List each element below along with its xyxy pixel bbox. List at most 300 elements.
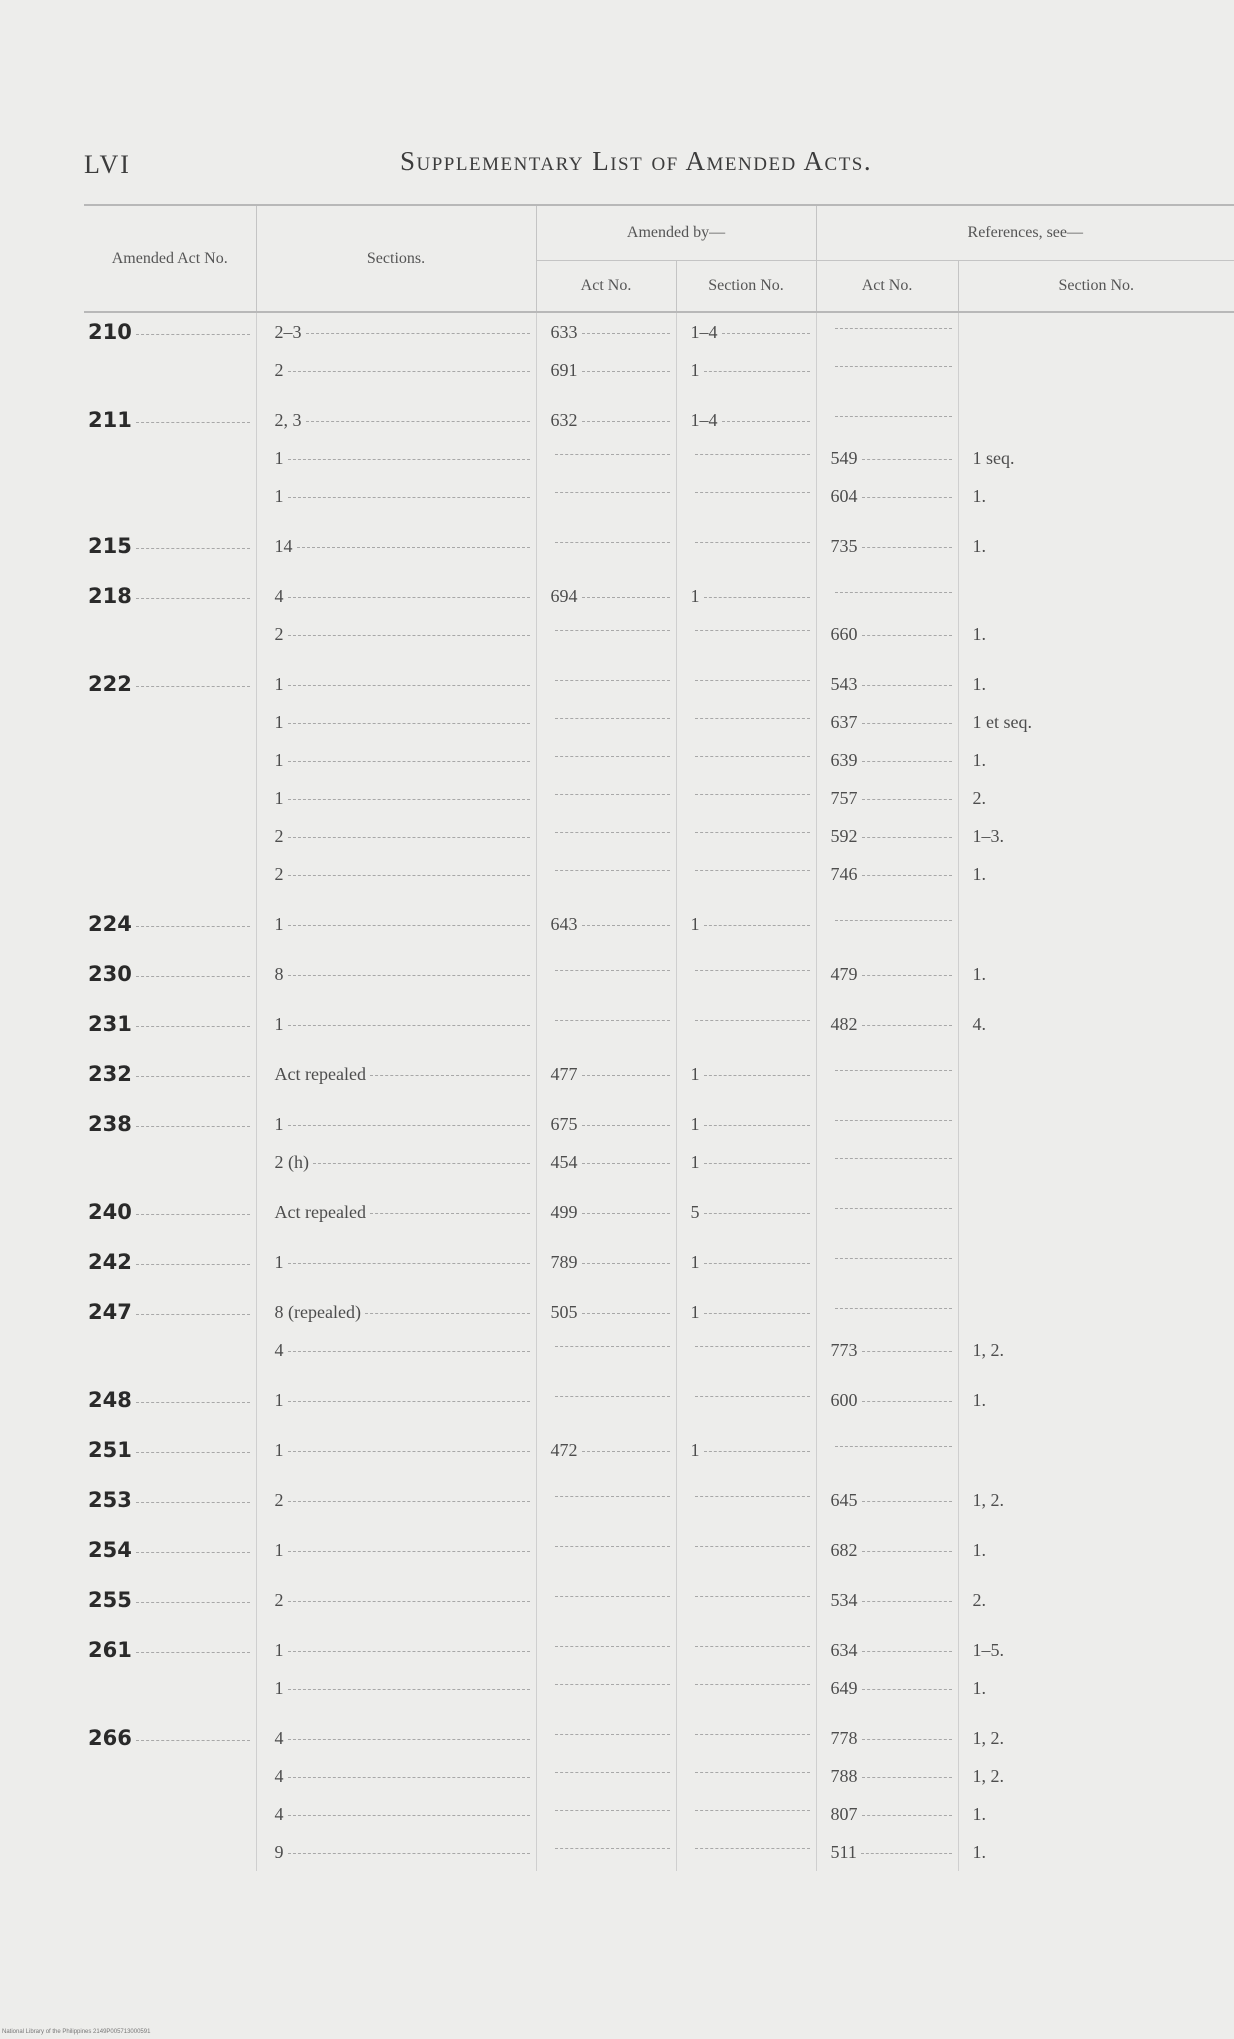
reference-act-no [816, 312, 958, 351]
amended-by-section-no-text: 1–4 [690, 409, 718, 430]
header-amended-by: Amended by— [536, 205, 816, 261]
sections-cell [256, 1833, 536, 1871]
amended-act-number-text: 255 [88, 1588, 132, 1612]
amended-act-number [84, 1231, 256, 1281]
amended-by-section-no [676, 351, 816, 389]
dot-leader [288, 1777, 530, 1778]
dot-leader [704, 1213, 810, 1214]
sections-cell-text: 9 [274, 1841, 284, 1862]
reference-act-no-text: 778 [830, 1727, 858, 1748]
dot-leader [862, 761, 952, 762]
dot-leader [582, 1313, 670, 1314]
table-row [84, 351, 1234, 389]
dot-leader [288, 371, 530, 372]
amended-by-act-no [536, 855, 676, 893]
dot-leader [695, 1346, 810, 1347]
amended-act-number [84, 1619, 256, 1669]
dot-leader [555, 1396, 670, 1397]
dot-leader [704, 1075, 810, 1076]
dot-leader [695, 1646, 810, 1647]
dot-leader [695, 756, 810, 757]
sections-cell-text: 8 [274, 963, 284, 984]
reference-section-no [958, 1757, 1234, 1795]
dot-leader [835, 1208, 952, 1209]
dot-leader [695, 1810, 810, 1811]
dot-leader [695, 492, 810, 493]
table-row [84, 1331, 1234, 1369]
dot-leader [695, 1684, 810, 1685]
dot-leader [136, 1214, 250, 1215]
amended-by-act-no-text: 643 [550, 913, 578, 934]
table-row [84, 1419, 1234, 1469]
reference-section-no-text: 1. [972, 1803, 987, 1824]
reference-section-no [958, 943, 1234, 993]
dot-leader [582, 1263, 670, 1264]
dot-leader [288, 875, 530, 876]
dot-leader [862, 685, 952, 686]
amended-by-section-no-text: 1 [690, 1113, 700, 1134]
reference-section-no [958, 817, 1234, 855]
dot-leader [862, 1551, 952, 1552]
dot-leader [306, 333, 530, 334]
amended-by-act-no [536, 1619, 676, 1669]
amended-act-number [84, 565, 256, 615]
reference-act-no-text: 645 [830, 1489, 858, 1510]
dot-leader [288, 1263, 530, 1264]
amended-by-act-no [536, 439, 676, 477]
header-reference-act-no: Act No. [816, 261, 958, 313]
reference-section-no [958, 1569, 1234, 1619]
sections-cell [256, 1669, 536, 1707]
amended-act-number [84, 1331, 256, 1369]
dot-leader [555, 1496, 670, 1497]
dot-leader [695, 794, 810, 795]
reference-act-no [816, 439, 958, 477]
reference-section-no [958, 515, 1234, 565]
dot-leader [288, 761, 530, 762]
sections-cell-text: 1 [274, 1389, 284, 1410]
sections-cell-text: 1 [274, 1539, 284, 1560]
dot-leader [582, 1075, 670, 1076]
dot-leader [555, 630, 670, 631]
amended-act-number [84, 893, 256, 943]
reference-section-no-text: 1. [972, 1841, 987, 1862]
amended-act-number-text: 215 [88, 534, 132, 558]
reference-act-no [816, 1757, 958, 1795]
amended-by-act-no [536, 943, 676, 993]
amended-act-number-text: 240 [88, 1200, 132, 1224]
sections-cell-text: 2 [274, 1489, 284, 1510]
dot-leader [136, 1076, 250, 1077]
table-row [84, 1469, 1234, 1519]
reference-section-no [958, 1043, 1234, 1093]
dot-leader [835, 1258, 952, 1259]
reference-act-no [816, 351, 958, 389]
dot-leader [862, 1689, 952, 1690]
dot-leader [835, 1158, 952, 1159]
dot-leader [555, 454, 670, 455]
dot-leader [835, 366, 952, 367]
amended-by-section-no [676, 1369, 816, 1419]
sections-cell [256, 312, 536, 351]
amended-act-number [84, 1469, 256, 1519]
amended-act-number-text: 211 [88, 408, 132, 432]
dot-leader [136, 1026, 250, 1027]
reference-act-no-text: 482 [830, 1013, 858, 1034]
reference-section-no-text: 1. [972, 673, 987, 694]
dot-leader [555, 870, 670, 871]
amended-act-number-text: 247 [88, 1300, 132, 1324]
dot-leader [695, 454, 810, 455]
reference-act-no [816, 703, 958, 741]
dot-leader [862, 459, 952, 460]
reference-section-no [958, 615, 1234, 653]
sections-cell-text: 14 [274, 535, 293, 556]
amended-by-section-no [676, 1569, 816, 1619]
amended-by-act-no [536, 1181, 676, 1231]
reference-act-no [816, 1619, 958, 1669]
reference-section-no [958, 653, 1234, 703]
amended-by-section-no [676, 1795, 816, 1833]
amended-act-number [84, 1181, 256, 1231]
dot-leader [695, 1734, 810, 1735]
amended-act-number [84, 312, 256, 351]
dot-leader [136, 334, 250, 335]
amended-by-section-no [676, 741, 816, 779]
dot-leader [862, 497, 952, 498]
dot-leader [695, 718, 810, 719]
amended-by-section-no [676, 1143, 816, 1181]
sections-cell [256, 741, 536, 779]
dot-leader [555, 1546, 670, 1547]
table-row [84, 477, 1234, 515]
dot-leader [288, 1689, 530, 1690]
dot-leader [582, 371, 670, 372]
header-sections: Sections. [256, 205, 536, 312]
reference-act-no [816, 1093, 958, 1143]
reference-act-no [816, 1707, 958, 1757]
reference-section-no [958, 1619, 1234, 1669]
reference-act-no [816, 817, 958, 855]
amended-by-section-no [676, 1181, 816, 1231]
reference-section-no-text: 1. [972, 863, 987, 884]
sections-cell [256, 1369, 536, 1419]
dot-leader [136, 1502, 250, 1503]
sections-cell [256, 855, 536, 893]
sections-cell-text: 1 [274, 1439, 284, 1460]
sections-cell-text: Act repealed [274, 1063, 366, 1084]
amended-act-number-text: 231 [88, 1012, 132, 1036]
reference-section-no [958, 1419, 1234, 1469]
reference-section-no [958, 1795, 1234, 1833]
dot-leader [582, 1163, 670, 1164]
header-reference-section-no: Section No. [958, 261, 1234, 313]
dot-leader [370, 1213, 530, 1214]
amended-by-section-no [676, 312, 816, 351]
reference-act-no [816, 1569, 958, 1619]
reference-act-no-text: 746 [830, 863, 858, 884]
amended-by-act-no [536, 1231, 676, 1281]
dot-leader [582, 597, 670, 598]
reference-act-no [816, 1231, 958, 1281]
amended-by-act-no [536, 703, 676, 741]
dot-leader [862, 1501, 952, 1502]
dot-leader [695, 970, 810, 971]
amended-by-act-no [536, 817, 676, 855]
dot-leader [555, 542, 670, 543]
amended-by-section-no [676, 1093, 816, 1143]
amended-by-act-no [536, 779, 676, 817]
amended-by-act-no [536, 653, 676, 703]
dot-leader [136, 1552, 250, 1553]
dot-leader [288, 1815, 530, 1816]
dot-leader [862, 837, 952, 838]
sections-cell [256, 515, 536, 565]
dot-leader [288, 459, 530, 460]
dot-leader [288, 1739, 530, 1740]
sections-cell [256, 389, 536, 439]
sections-cell-text: 2 (h) [274, 1151, 309, 1172]
dot-leader [704, 597, 810, 598]
amended-by-section-no [676, 515, 816, 565]
reference-section-no [958, 1281, 1234, 1331]
sections-cell [256, 1619, 536, 1669]
amended-by-act-no [536, 515, 676, 565]
dot-leader [555, 1346, 670, 1347]
dot-leader [288, 635, 530, 636]
reference-section-no [958, 779, 1234, 817]
reference-section-no [958, 351, 1234, 389]
amended-act-number [84, 993, 256, 1043]
amended-by-act-no-text: 499 [550, 1201, 578, 1222]
dot-leader [555, 1020, 670, 1021]
amended-act-number-text: 232 [88, 1062, 132, 1086]
sections-cell [256, 1707, 536, 1757]
amended-by-section-no [676, 1469, 816, 1519]
sections-cell-text: 2 [274, 623, 284, 644]
dot-leader [695, 1546, 810, 1547]
amended-act-number-text: 218 [88, 584, 132, 608]
amended-by-act-no [536, 1369, 676, 1419]
amended-act-number-text: 253 [88, 1488, 132, 1512]
sections-cell-text: 4 [274, 1727, 284, 1748]
dot-leader [136, 598, 250, 599]
dot-leader [288, 1551, 530, 1552]
amended-by-section-no [676, 1281, 816, 1331]
header-amended-section-no: Section No. [676, 261, 816, 313]
amended-by-act-no [536, 1093, 676, 1143]
reference-section-no [958, 1669, 1234, 1707]
sections-cell [256, 1043, 536, 1093]
amended-act-number [84, 515, 256, 565]
reference-act-no [816, 565, 958, 615]
amended-by-section-no [676, 703, 816, 741]
amended-act-number-text: 222 [88, 672, 132, 696]
reference-act-no [816, 653, 958, 703]
reference-section-no-text: 1 seq. [972, 447, 1015, 468]
dot-leader [835, 1070, 952, 1071]
dot-leader [306, 421, 530, 422]
reference-act-no [816, 515, 958, 565]
amended-act-number [84, 1419, 256, 1469]
dot-leader [835, 1308, 952, 1309]
reference-section-no [958, 1707, 1234, 1757]
reference-section-no-text: 1, 2. [972, 1489, 1005, 1510]
dot-leader [695, 832, 810, 833]
reference-act-no-text: 660 [830, 623, 858, 644]
dot-leader [862, 547, 952, 548]
amended-by-section-no [676, 943, 816, 993]
amended-by-section-no [676, 615, 816, 653]
dot-leader [555, 1684, 670, 1685]
dot-leader [555, 1646, 670, 1647]
dot-leader [695, 1020, 810, 1021]
amended-acts-table [84, 204, 1234, 1871]
dot-leader [704, 1263, 810, 1264]
dot-leader [288, 597, 530, 598]
dot-leader [862, 1401, 952, 1402]
amended-act-number [84, 855, 256, 893]
dot-leader [370, 1075, 530, 1076]
table-row [84, 439, 1234, 477]
amended-by-act-no [536, 741, 676, 779]
amended-by-act-no [536, 1281, 676, 1331]
reference-act-no-text: 757 [830, 787, 858, 808]
sections-cell [256, 1331, 536, 1369]
reference-section-no [958, 1331, 1234, 1369]
sections-cell-text: 1 [274, 1013, 284, 1034]
dot-leader [704, 1125, 810, 1126]
amended-by-act-no-text: 632 [550, 409, 578, 430]
dot-leader [555, 832, 670, 833]
reference-act-no [816, 779, 958, 817]
sections-cell [256, 1143, 536, 1181]
amended-by-act-no [536, 893, 676, 943]
dot-leader [695, 1496, 810, 1497]
amended-by-act-no [536, 565, 676, 615]
amended-by-section-no-text: 1–4 [690, 321, 718, 342]
amended-by-act-no [536, 1469, 676, 1519]
dot-leader [722, 333, 810, 334]
dot-leader [862, 1651, 952, 1652]
amended-by-section-no [676, 1231, 816, 1281]
reference-act-no [816, 389, 958, 439]
amended-by-act-no [536, 1757, 676, 1795]
dot-leader [704, 1451, 810, 1452]
reference-section-no-text: 1–5. [972, 1639, 1005, 1660]
sections-cell [256, 993, 536, 1043]
amended-by-section-no [676, 477, 816, 515]
dot-leader [297, 547, 530, 548]
dot-leader [136, 422, 250, 423]
page-title: Supplementary List of Amended Acts. [400, 146, 873, 176]
reference-section-no [958, 703, 1234, 741]
amended-by-section-no [676, 389, 816, 439]
table-row [84, 1369, 1234, 1419]
reference-act-no [816, 615, 958, 653]
amended-by-section-no [676, 1833, 816, 1871]
dot-leader [555, 756, 670, 757]
reference-act-no-text: 773 [830, 1339, 858, 1360]
reference-section-no [958, 1469, 1234, 1519]
reference-act-no-text: 634 [830, 1639, 858, 1660]
sections-cell-text: 1 [274, 711, 284, 732]
page-number: LVI [84, 150, 131, 179]
reference-act-no [816, 1795, 958, 1833]
amended-by-section-no [676, 1707, 816, 1757]
amended-by-act-no [536, 1707, 676, 1757]
amended-by-section-no [676, 1331, 816, 1369]
amended-by-section-no [676, 439, 816, 477]
reference-act-no [816, 1519, 958, 1569]
reference-act-no-text: 788 [830, 1765, 858, 1786]
amended-act-number [84, 351, 256, 389]
dot-leader [555, 1596, 670, 1597]
amended-by-act-no [536, 389, 676, 439]
sections-cell-text: 1 [274, 447, 284, 468]
dot-leader [555, 718, 670, 719]
amended-act-number-text: 224 [88, 912, 132, 936]
reference-act-no [816, 893, 958, 943]
sections-cell-text: 2 [274, 863, 284, 884]
table-row [84, 1795, 1234, 1833]
reference-act-no-text: 549 [830, 447, 858, 468]
reference-act-no [816, 1331, 958, 1369]
reference-act-no [816, 477, 958, 515]
table-row [84, 1619, 1234, 1669]
dot-leader [704, 925, 810, 926]
amended-act-number-text: 261 [88, 1638, 132, 1662]
reference-section-no [958, 855, 1234, 893]
table-row [84, 515, 1234, 565]
reference-act-no [816, 1043, 958, 1093]
dot-leader [582, 421, 670, 422]
sections-cell [256, 1281, 536, 1331]
reference-act-no-text: 604 [830, 485, 858, 506]
amended-act-number [84, 653, 256, 703]
reference-section-no [958, 741, 1234, 779]
amended-by-section-no-text: 1 [690, 359, 700, 380]
amended-by-act-no [536, 351, 676, 389]
amended-by-act-no [536, 1043, 676, 1093]
amended-by-section-no [676, 817, 816, 855]
dot-leader [835, 416, 952, 417]
amended-by-section-no-text: 1 [690, 1063, 700, 1084]
amended-by-act-no [536, 615, 676, 653]
amended-act-number [84, 703, 256, 741]
dot-leader [555, 1734, 670, 1735]
reference-section-no [958, 1181, 1234, 1231]
amended-by-act-no-text: 789 [550, 1251, 578, 1272]
reference-section-no-text: 1. [972, 485, 987, 506]
dot-leader [704, 371, 810, 372]
dot-leader [555, 492, 670, 493]
reference-act-no [816, 1281, 958, 1331]
table-row [84, 779, 1234, 817]
reference-section-no [958, 439, 1234, 477]
amended-by-act-no [536, 1419, 676, 1469]
dot-leader [136, 926, 250, 927]
amended-by-section-no [676, 653, 816, 703]
dot-leader [136, 548, 250, 549]
dot-leader [555, 970, 670, 971]
amended-by-act-no-text: 691 [550, 359, 578, 380]
table-row [84, 1093, 1234, 1143]
sections-cell-text: 4 [274, 1803, 284, 1824]
sections-cell-text: 1 [274, 1251, 284, 1272]
dot-leader [862, 799, 952, 800]
dot-leader [288, 799, 530, 800]
